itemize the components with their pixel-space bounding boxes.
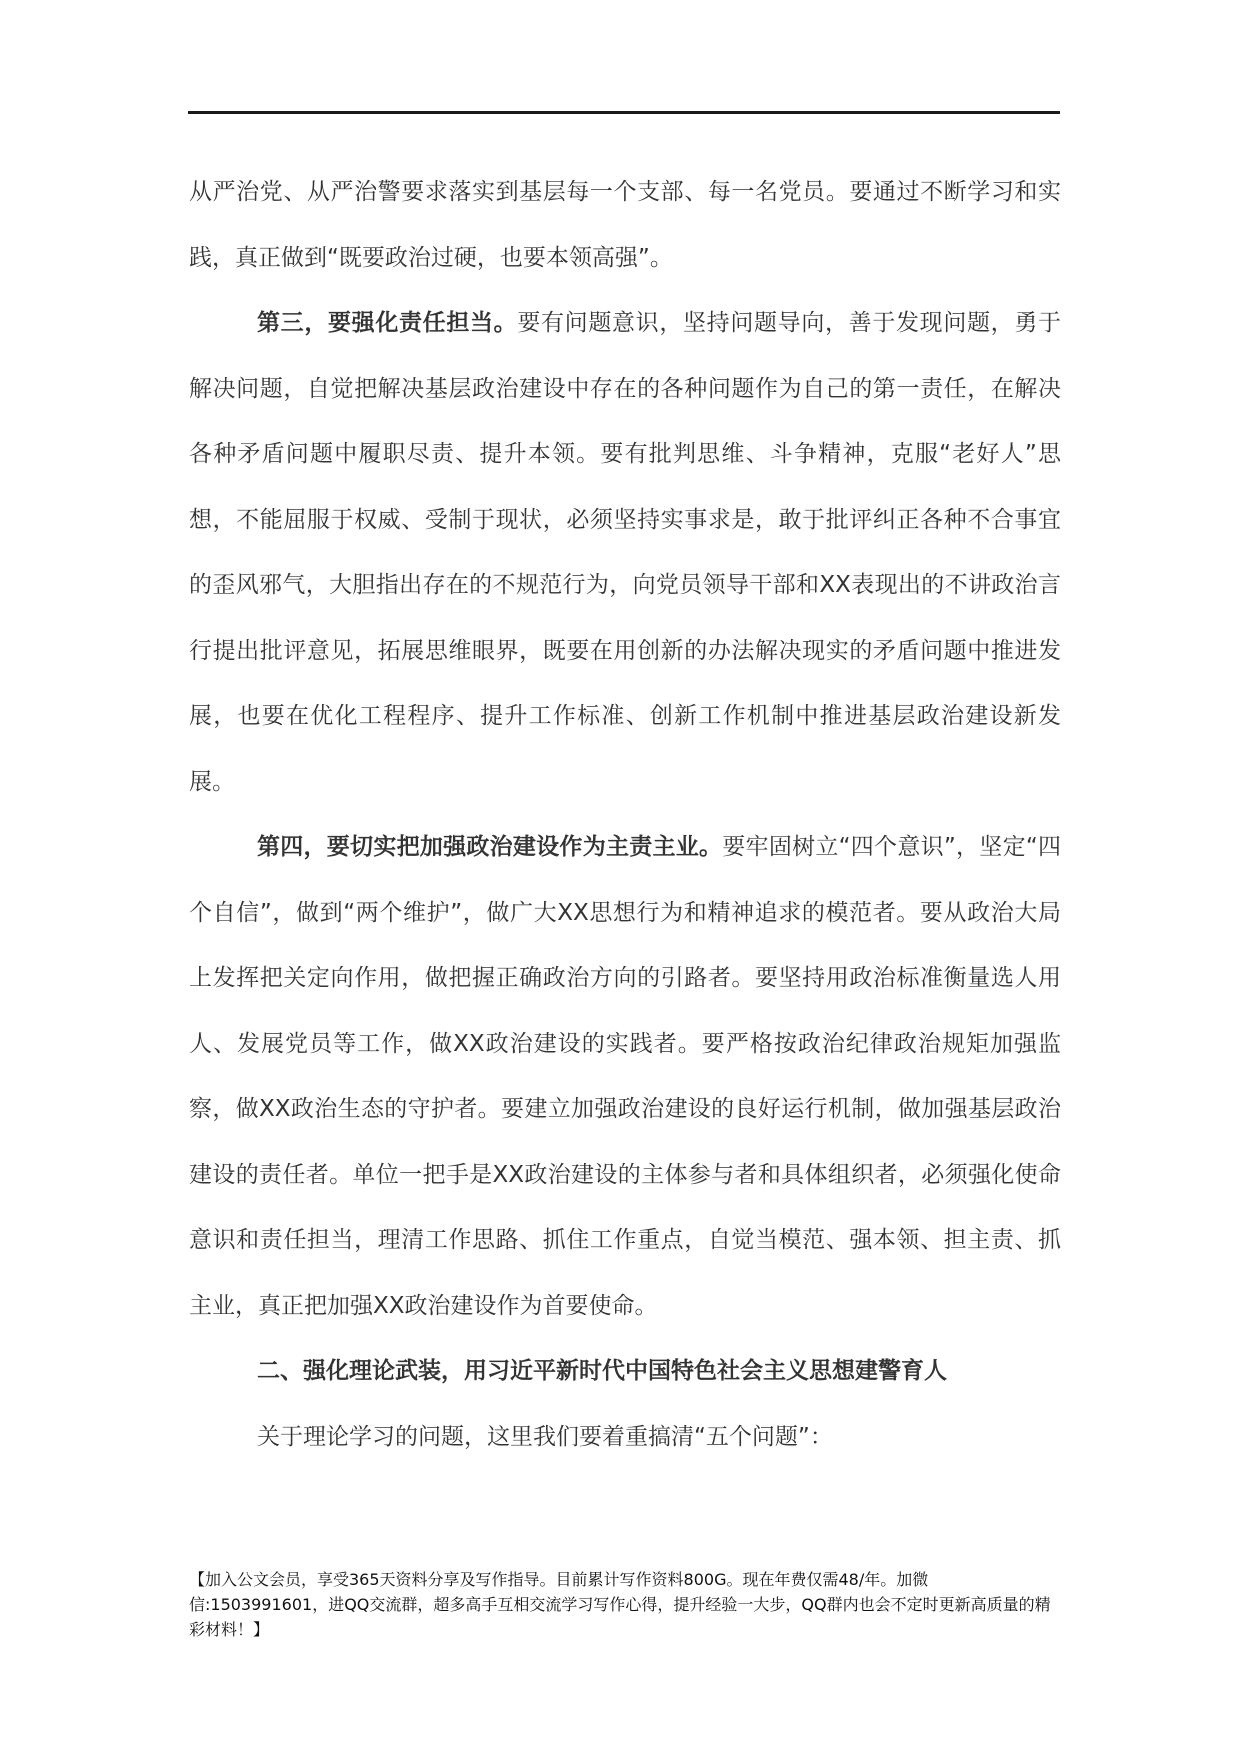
- paragraph-text: 从严治党、从严治警要求落实到基层每一个支部、每一名党员。要通过不断学习和实践，真正做到“既要政治过硬，也要本领高强”。: [189, 179, 1061, 271]
- paragraph-third-point: [189, 291, 1061, 815]
- footer-advertisement: 【加入公文会员，享受365天资料分享及写作指导。目前累计写作资料800G。现在年费仅需48/年。加微信:1503991601，进QQ交流群，超多高手互相交流学习写作心得，提升经验一大步，QQ群内也会不定时更新高质量的精彩材料！】: [189, 1570, 1051, 1639]
- paragraph-lead: 第三，要强化责任担当。: [257, 310, 518, 336]
- section-heading: 二、强化理论武装，用习近平新时代中国特色社会主义思想建警育人: [257, 1358, 947, 1384]
- paragraph-continuation: [189, 160, 1061, 291]
- paragraph-text: 要有问题意识，坚持问题导向，善于发现问题，勇于解决问题，自觉把解决基层政治建设中存在的各种问题作为自己的第一责任，在解决各种矛盾问题中履职尽责、提升本领。要有批判思维、斗争精神，克服“老好人”思想，不能屈服于权威、受制于现状，必须坚持实事求是，敢于批评纠正各种不合事宜的歪风邪气，大胆指出存在的不规范行为，向党员领导干部和XX表现出的不讲政治言行提出批评意见，拓展思维眼界，既要在用创新的办法解决现实的矛盾问题中推进发展，也要在优化工程程序、提升工作标准、创新工作机制中推进基层政治建设新发展。: [189, 310, 1062, 795]
- paragraph-fourth-point: [189, 815, 1061, 1339]
- paragraph-lead: 第四，要切实把加强政治建设作为主责主业。: [257, 834, 723, 860]
- section-intro: 关于理论学习的问题，这里我们要着重搞清“五个问题”：: [257, 1423, 833, 1450]
- document-body: [189, 160, 1061, 1470]
- header-rule: [188, 111, 1060, 114]
- paragraph-text: 要牢固树立“四个意识”，坚定“四个自信”，做到“两个维护”，做广大XX思想行为和精神追求的模范者。要从政治大局上发挥把关定向作用，做把握正确政治方向的引路者。要坚持用政治标准衡量选人用人、发展党员等工作，做XX政治建设的实践者。要严格按政治纪律政治规矩加强监察，做XX政治生态的守护者。要建立加强政治建设的良好运行机制，做加强基层政治建设的责任者。单位一把手是XX政治建设的主体参与者和具体组织者，必须强化使命意识和责任担当，理清工作思路、抓住工作重点，自觉当模范、强本领、担主责、抓主业，真正把加强XX政治建设作为首要使命。: [189, 834, 1062, 1319]
